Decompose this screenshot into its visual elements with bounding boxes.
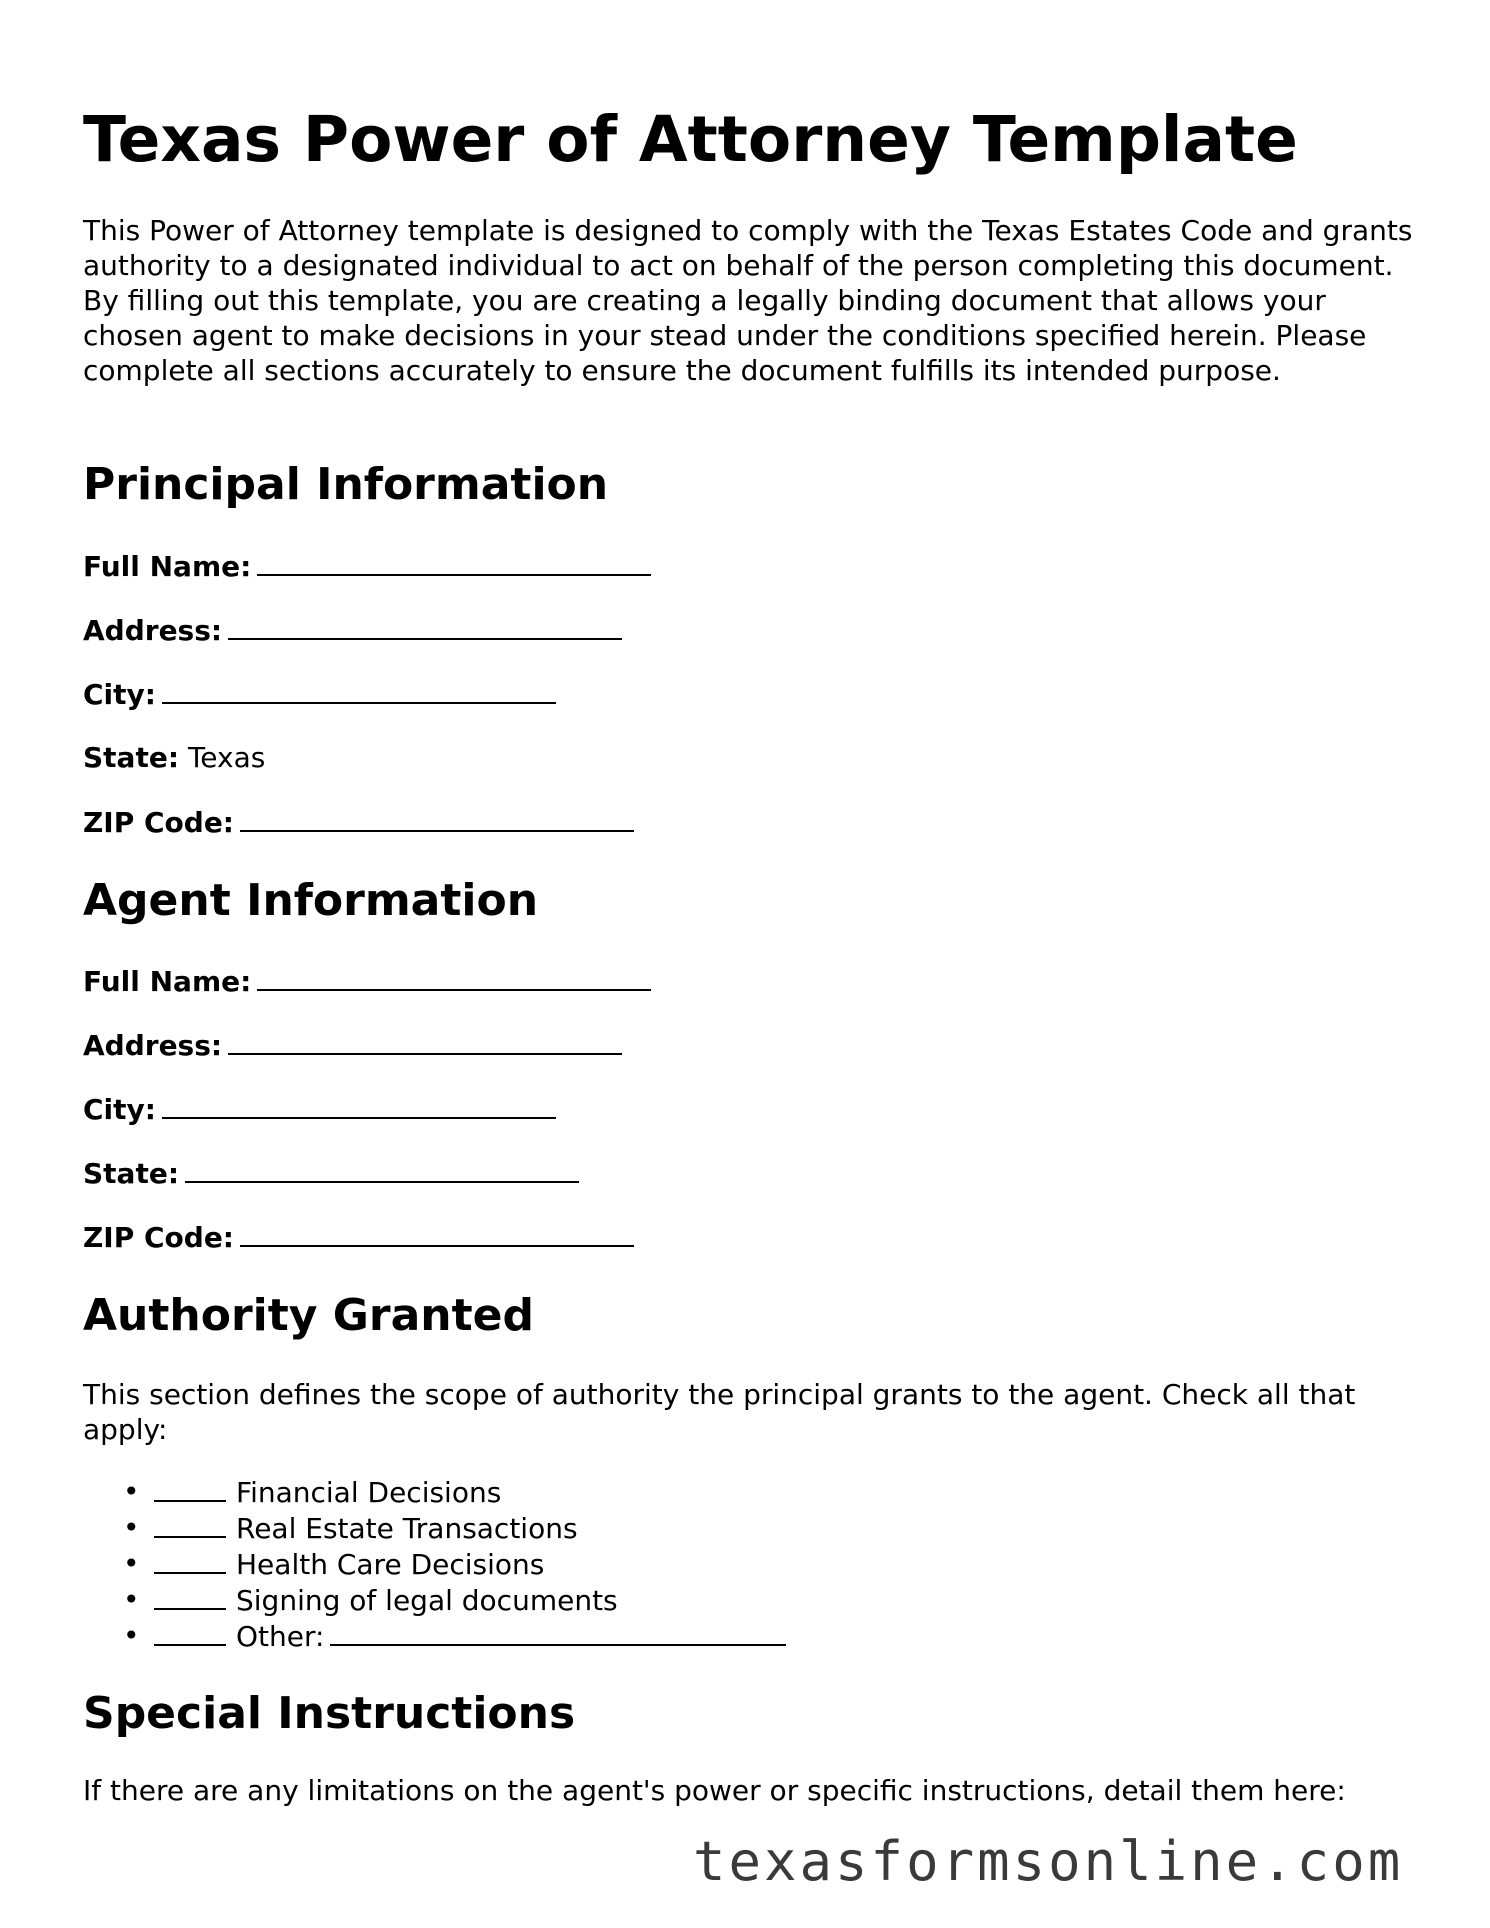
authority-option-health-care[interactable] xyxy=(83,1546,786,1582)
special-section-heading: Special Instructions xyxy=(83,1688,576,1739)
bullet-icon: • xyxy=(123,1511,140,1544)
agent-state-blank[interactable] xyxy=(185,1155,579,1183)
principal-state-value: Texas xyxy=(187,741,266,774)
authority-option-label: Health Care Decisions xyxy=(236,1548,545,1581)
authority-check-blank[interactable] xyxy=(154,1618,226,1646)
agent-full-name-field[interactable] xyxy=(83,963,651,1000)
bullet-icon: • xyxy=(123,1583,140,1616)
agent-full-name-blank[interactable] xyxy=(257,963,651,991)
agent-zip-label: ZIP Code: xyxy=(83,1221,235,1254)
principal-full-name-label: Full Name: xyxy=(83,550,252,583)
agent-full-name-label: Full Name: xyxy=(83,965,252,998)
principal-zip-field[interactable] xyxy=(83,804,634,841)
authority-option-real-estate[interactable] xyxy=(83,1510,786,1546)
authority-section-heading: Authority Granted xyxy=(83,1290,534,1341)
principal-state-field xyxy=(83,740,265,776)
authority-option-label: Signing of legal documents xyxy=(236,1584,618,1617)
agent-address-field[interactable] xyxy=(83,1027,622,1064)
principal-address-label: Address: xyxy=(83,614,223,647)
page-title: Texas Power of Attorney Template xyxy=(83,103,1298,176)
principal-city-field[interactable] xyxy=(83,676,556,713)
site-watermark: texasformsonline.com xyxy=(693,1830,1404,1893)
principal-full-name-blank[interactable] xyxy=(257,548,651,576)
bullet-icon: • xyxy=(123,1475,140,1508)
agent-section-heading: Agent Information xyxy=(83,875,539,926)
principal-city-blank[interactable] xyxy=(162,676,556,704)
principal-address-blank[interactable] xyxy=(228,612,622,640)
authority-option-other[interactable] xyxy=(83,1618,786,1654)
agent-address-blank[interactable] xyxy=(228,1027,622,1055)
authority-options-list xyxy=(83,1474,786,1654)
authority-option-label: Other: xyxy=(236,1620,325,1653)
authority-check-blank[interactable] xyxy=(154,1546,226,1574)
authority-check-blank[interactable] xyxy=(154,1582,226,1610)
agent-city-label: City: xyxy=(83,1093,156,1126)
agent-zip-blank[interactable] xyxy=(240,1219,634,1247)
bullet-icon: • xyxy=(123,1619,140,1652)
agent-state-label: State: xyxy=(83,1157,180,1190)
principal-full-name-field[interactable] xyxy=(83,548,651,585)
principal-city-label: City: xyxy=(83,678,156,711)
agent-zip-field[interactable] xyxy=(83,1219,634,1256)
agent-state-field[interactable] xyxy=(83,1155,579,1192)
agent-city-field[interactable] xyxy=(83,1091,556,1128)
bullet-icon: • xyxy=(123,1547,140,1580)
authority-option-label: Financial Decisions xyxy=(236,1476,502,1509)
agent-city-blank[interactable] xyxy=(162,1091,556,1119)
principal-address-field[interactable] xyxy=(83,612,622,649)
intro-paragraph: This Power of Attorney template is designed to comply with the Texas Estates Code and grants authority to a designated individual to act on behalf of the person completing this document. By filling out this template, you are creating a legally binding document that allows your chosen agent to make decisions in your stead under the conditions specified herein. Please complete all sections accurately to ensure the document fulfills its intended purpose. xyxy=(83,214,1413,387)
authority-option-financial[interactable] xyxy=(83,1474,786,1510)
principal-state-label: State: xyxy=(83,741,180,774)
authority-other-blank[interactable] xyxy=(330,1618,786,1646)
authority-check-blank[interactable] xyxy=(154,1510,226,1538)
principal-section-heading: Principal Information xyxy=(83,459,609,510)
principal-zip-blank[interactable] xyxy=(240,804,634,832)
special-description: If there are any limitations on the agent's power or specific instructions, detail them here: xyxy=(83,1774,1346,1807)
principal-zip-label: ZIP Code: xyxy=(83,806,235,839)
authority-description: This section defines the scope of authority the principal grants to the agent. Check all that apply: xyxy=(83,1378,1356,1446)
authority-option-label: Real Estate Transactions xyxy=(236,1512,578,1545)
agent-address-label: Address: xyxy=(83,1029,223,1062)
authority-check-blank[interactable] xyxy=(154,1474,226,1502)
authority-option-legal-documents[interactable] xyxy=(83,1582,786,1618)
